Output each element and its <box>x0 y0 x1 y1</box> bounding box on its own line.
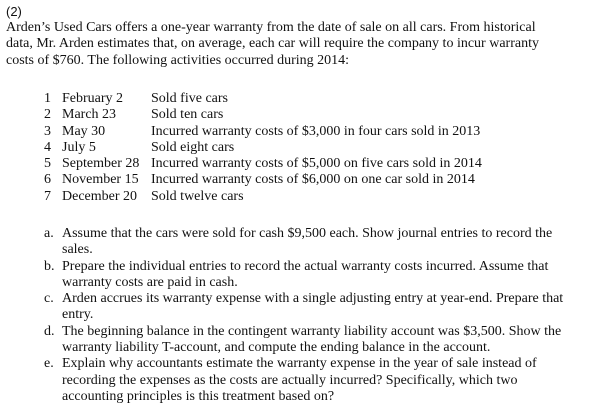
task-letter: d. <box>44 323 55 339</box>
task-item-b <box>44 259 594 292</box>
task-item-a <box>44 226 594 259</box>
activity-number: 2 <box>44 107 51 123</box>
task-line: accounting principles is this treatment based on? <box>62 388 335 404</box>
task-letter: b. <box>44 258 55 274</box>
activity-number: 1 <box>44 91 51 106</box>
task-line: Arden accrues its warranty expense with a single adjusting entry at year-end. Prepare that <box>62 291 564 307</box>
activity-date: February 2 <box>62 91 124 106</box>
activity-number: 4 <box>44 139 51 155</box>
task-item-c <box>44 291 594 324</box>
intro-line: costs of $760. The following activities occurred during 2014: <box>6 52 350 68</box>
activity-description: Sold twelve cars <box>151 188 244 204</box>
activity-number: 7 <box>44 188 51 204</box>
question-number: (2) <box>6 4 22 19</box>
activity-description: Incurred warranty costs of $3,000 in four cars sold in 2013 <box>151 123 481 139</box>
task-line: recording the expenses as the costs are actually incurred? Specifically, which two <box>62 372 518 388</box>
task-line: sales. <box>62 242 93 258</box>
activity-date: December 20 <box>62 188 138 204</box>
task-line: warranty liability T-account, and compute the ending balance in the account. <box>62 340 491 356</box>
task-list <box>44 226 594 405</box>
task-line: entry. <box>62 307 94 323</box>
activity-date: November 15 <box>62 172 139 188</box>
task-item-e <box>44 356 594 405</box>
activity-date: March 23 <box>62 107 117 123</box>
task-line: Assume that the cars were sold for cash $9,500 each. Show journal entries to record the <box>62 226 553 241</box>
task-line: Explain why accountants estimate the warranty expense in the year of sale instead of <box>62 356 537 372</box>
activity-date: September 28 <box>62 156 140 172</box>
task-letter: c. <box>44 291 54 307</box>
task-letter: e. <box>44 356 54 372</box>
activity-date: May 30 <box>62 123 106 139</box>
activity-description: Incurred warranty costs of $6,000 on one car sold in 2014 <box>151 172 475 188</box>
task-line: The beginning balance in the contingent warranty liability account was $3,500. Show the <box>62 323 562 339</box>
activity-number: 6 <box>44 172 51 188</box>
activity-number: 3 <box>44 123 51 139</box>
activity-number: 5 <box>44 156 51 172</box>
task-line: Prepare the individual entries to record the actual warranty costs incurred. Assume that <box>62 258 549 274</box>
activity-description: Sold ten cars <box>151 107 224 123</box>
task-line: warranty costs are paid in cash. <box>62 274 238 290</box>
activity-date: July 5 <box>62 139 96 155</box>
task-item-d <box>44 324 594 357</box>
task-letter: a. <box>44 226 54 241</box>
intro-line: Arden’s Used Cars offers a one-year warranty from the date of sale on all cars. From historical <box>6 20 536 35</box>
activity-description: Sold eight cars <box>151 139 235 155</box>
intro-paragraph <box>6 20 596 69</box>
activity-description: Sold five cars <box>151 91 228 106</box>
activity-description: Incurred warranty costs of $5,000 on five cars sold in 2014 <box>151 156 482 172</box>
intro-line: data, Mr. Arden estimates that, on average, each car will require the company to incur warranty <box>6 36 539 52</box>
